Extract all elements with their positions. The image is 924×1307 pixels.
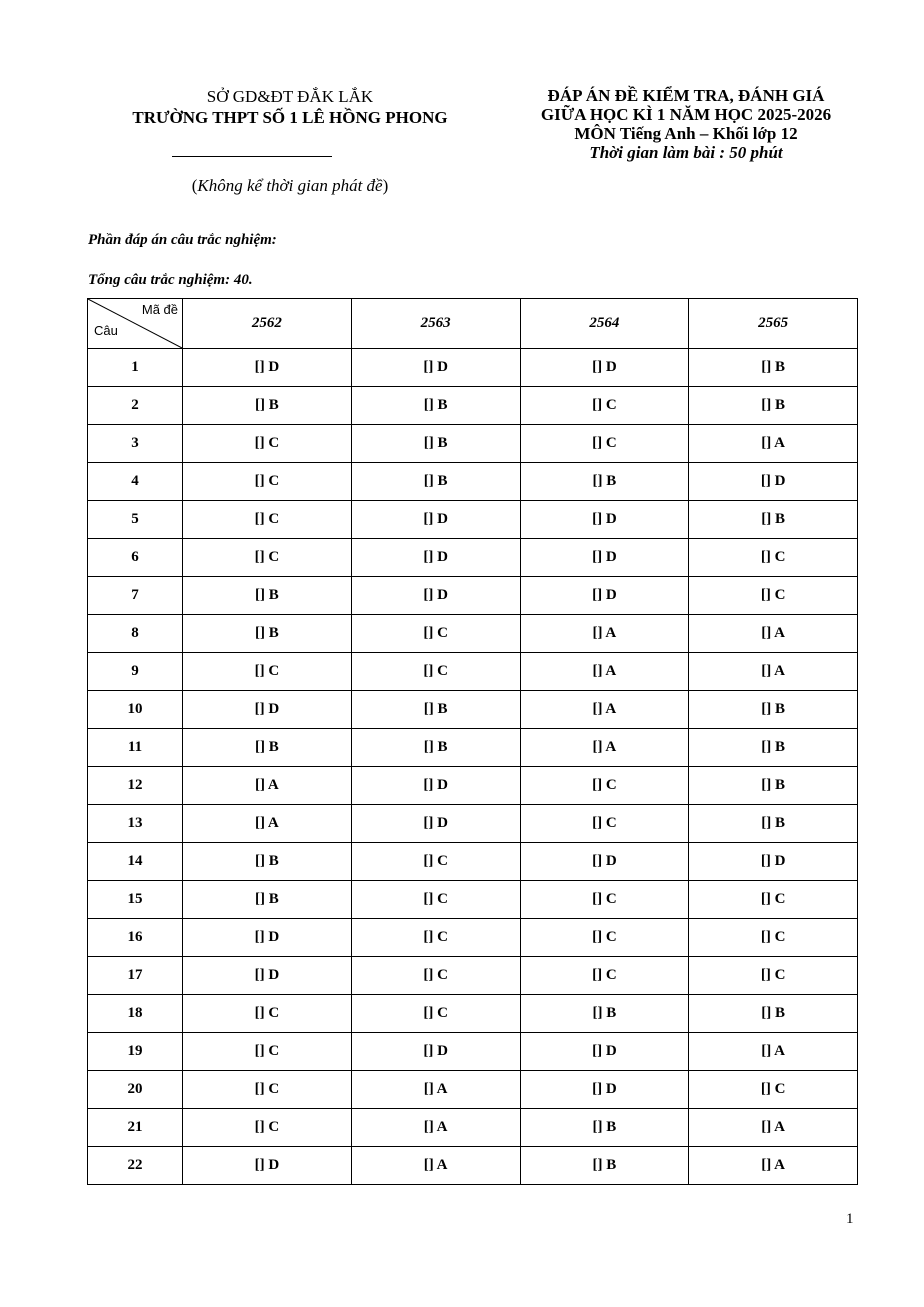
question-number-cell: 18 xyxy=(88,995,183,1033)
table-row xyxy=(88,653,858,691)
question-number-cell: 1 xyxy=(88,349,183,387)
answer-cell: [] B xyxy=(689,767,858,805)
answer-cell: [] D xyxy=(520,1033,689,1071)
question-number-cell: 19 xyxy=(88,1033,183,1071)
table-row xyxy=(88,387,858,425)
table-row xyxy=(88,805,858,843)
answer-cell: [] C xyxy=(689,881,858,919)
header-divider xyxy=(172,156,332,157)
answer-cell: [] D xyxy=(183,957,352,995)
answer-cell: [] B xyxy=(689,387,858,425)
answer-cell: [] B xyxy=(183,843,352,881)
exam-term: GIỮA HỌC KÌ 1 NĂM HỌC 2025-2026 xyxy=(540,105,832,124)
table-row xyxy=(88,615,858,653)
answer-cell: [] C xyxy=(520,387,689,425)
answer-cell: [] D xyxy=(183,691,352,729)
answer-cell: [] C xyxy=(520,805,689,843)
table-row xyxy=(88,1033,858,1071)
answer-cell: [] D xyxy=(520,843,689,881)
code-header: 2563 xyxy=(351,299,520,349)
answer-cell: [] B xyxy=(689,729,858,767)
answer-cell: [] C xyxy=(689,1071,858,1109)
answer-table xyxy=(87,298,858,1185)
answer-cell: [] D xyxy=(183,349,352,387)
table-row xyxy=(88,349,858,387)
answer-cell: [] A xyxy=(689,1033,858,1071)
answer-cell: [] C xyxy=(183,1033,352,1071)
time-note xyxy=(60,176,520,196)
question-number-cell: 5 xyxy=(88,501,183,539)
answer-cell: [] C xyxy=(351,919,520,957)
answer-cell: [] C xyxy=(351,843,520,881)
question-number-cell: 2 xyxy=(88,387,183,425)
answer-cell: [] D xyxy=(351,767,520,805)
answer-cell: [] A xyxy=(689,653,858,691)
answer-cell: [] D xyxy=(520,1071,689,1109)
table-row xyxy=(88,1109,858,1147)
answer-cell: [] D xyxy=(351,805,520,843)
answer-cell: [] D xyxy=(351,349,520,387)
question-number-cell: 12 xyxy=(88,767,183,805)
question-number-cell: 8 xyxy=(88,615,183,653)
exam-duration: Thời gian làm bài : 50 phút xyxy=(589,143,783,162)
question-number-cell: 7 xyxy=(88,577,183,615)
answer-cell: [] D xyxy=(520,349,689,387)
answer-cell: [] B xyxy=(351,463,520,501)
answer-cell: [] C xyxy=(520,919,689,957)
answer-cell: [] B xyxy=(520,1109,689,1147)
time-note-open: ( xyxy=(191,176,198,195)
answer-cell: [] A xyxy=(689,1147,858,1185)
answer-cell: [] A xyxy=(520,615,689,653)
answer-cell: [] C xyxy=(183,1109,352,1147)
question-number-cell: 11 xyxy=(88,729,183,767)
table-row xyxy=(88,919,858,957)
question-number-cell: 20 xyxy=(88,1071,183,1109)
answer-cell: [] D xyxy=(520,501,689,539)
answer-cell: [] C xyxy=(351,615,520,653)
answer-cell: [] B xyxy=(689,995,858,1033)
answer-cell: [] A xyxy=(689,615,858,653)
corner-question-label: Câu xyxy=(94,323,118,338)
answer-cell: [] B xyxy=(351,691,520,729)
table-row xyxy=(88,425,858,463)
table-header-row xyxy=(88,299,858,349)
answer-cell: [] B xyxy=(183,615,352,653)
table-row xyxy=(88,767,858,805)
answer-cell: [] C xyxy=(520,425,689,463)
table-row xyxy=(88,957,858,995)
question-number-cell: 22 xyxy=(88,1147,183,1185)
answer-cell: [] C xyxy=(183,539,352,577)
answer-cell: [] C xyxy=(183,463,352,501)
question-number-cell: 4 xyxy=(88,463,183,501)
answer-cell: [] C xyxy=(183,1071,352,1109)
answer-cell: [] A xyxy=(520,729,689,767)
answer-cell: [] B xyxy=(183,387,352,425)
answer-cell: [] B xyxy=(689,501,858,539)
answer-cell: [] C xyxy=(183,653,352,691)
answer-cell: [] B xyxy=(689,805,858,843)
table-row xyxy=(88,729,858,767)
answer-cell: [] D xyxy=(689,843,858,881)
table-row xyxy=(88,843,858,881)
answer-cell: [] A xyxy=(520,653,689,691)
answer-cell: [] A xyxy=(183,805,352,843)
answer-cell: [] D xyxy=(183,1147,352,1185)
answer-cell: [] A xyxy=(183,767,352,805)
corner-cell xyxy=(88,299,183,349)
answer-cell: [] A xyxy=(351,1147,520,1185)
answer-cell: [] C xyxy=(183,501,352,539)
answer-cell: [] B xyxy=(351,387,520,425)
school-header xyxy=(60,86,520,128)
table-row xyxy=(88,691,858,729)
answer-cell: [] C xyxy=(689,919,858,957)
exam-title: ĐÁP ÁN ĐỀ KIỂM TRA, ĐÁNH GIÁ xyxy=(547,86,825,105)
table-row xyxy=(88,1071,858,1109)
answer-cell: [] A xyxy=(689,1109,858,1147)
answer-cell: [] B xyxy=(689,349,858,387)
answer-cell: [] B xyxy=(351,425,520,463)
table-row xyxy=(88,577,858,615)
answer-cell: [] D xyxy=(520,577,689,615)
answer-cell: [] C xyxy=(351,995,520,1033)
answer-cell: [] D xyxy=(520,539,689,577)
answer-cell: [] C xyxy=(689,539,858,577)
answer-cell: [] C xyxy=(351,653,520,691)
exam-header xyxy=(496,86,876,162)
table-row xyxy=(88,881,858,919)
page-number: 1 xyxy=(846,1211,854,1227)
total-questions: Tổng câu trắc nghiệm: 40. xyxy=(88,272,253,288)
answer-cell: [] C xyxy=(351,957,520,995)
answer-cell: [] D xyxy=(689,463,858,501)
question-number-cell: 17 xyxy=(88,957,183,995)
section-title: Phần đáp án câu trắc nghiệm: xyxy=(88,232,277,248)
time-note-close: ) xyxy=(382,176,389,195)
answer-cell: [] A xyxy=(689,425,858,463)
department-name: SỞ GD&ĐT ĐẮK LẮK xyxy=(206,87,374,106)
time-note-text: Không kể thời gian phát đề xyxy=(197,176,383,195)
question-number-cell: 6 xyxy=(88,539,183,577)
answer-cell: [] B xyxy=(183,577,352,615)
answer-cell: [] D xyxy=(351,501,520,539)
answer-cell: [] B xyxy=(520,463,689,501)
answer-cell: [] A xyxy=(520,691,689,729)
answer-cell: [] C xyxy=(351,881,520,919)
answer-cell: [] C xyxy=(689,957,858,995)
corner-code-label: Mã đề xyxy=(141,302,178,317)
code-header: 2565 xyxy=(689,299,858,349)
answer-cell: [] B xyxy=(351,729,520,767)
answer-cell: [] C xyxy=(520,767,689,805)
answer-cell: [] C xyxy=(689,577,858,615)
question-number-cell: 14 xyxy=(88,843,183,881)
table-row xyxy=(88,463,858,501)
question-number-cell: 10 xyxy=(88,691,183,729)
answer-cell: [] A xyxy=(351,1109,520,1147)
question-number-cell: 3 xyxy=(88,425,183,463)
question-number-cell: 13 xyxy=(88,805,183,843)
table-row xyxy=(88,995,858,1033)
answer-cell: [] C xyxy=(183,425,352,463)
answer-cell: [] D xyxy=(351,1033,520,1071)
question-number-cell: 15 xyxy=(88,881,183,919)
code-header: 2562 xyxy=(183,299,352,349)
answer-cell: [] B xyxy=(520,995,689,1033)
answer-cell: [] D xyxy=(351,577,520,615)
answer-cell: [] B xyxy=(689,691,858,729)
answer-cell: [] C xyxy=(520,957,689,995)
answer-table-body xyxy=(88,349,858,1185)
answer-cell: [] B xyxy=(183,729,352,767)
answer-cell: [] C xyxy=(520,881,689,919)
answer-cell: [] B xyxy=(520,1147,689,1185)
question-number-cell: 16 xyxy=(88,919,183,957)
table-row xyxy=(88,539,858,577)
table-row xyxy=(88,1147,858,1185)
school-name: TRƯỜNG THPT SỐ 1 LÊ HỒNG PHONG xyxy=(132,108,448,127)
table-row xyxy=(88,501,858,539)
answer-cell: [] A xyxy=(351,1071,520,1109)
answer-cell: [] C xyxy=(183,995,352,1033)
question-number-cell: 21 xyxy=(88,1109,183,1147)
answer-cell: [] B xyxy=(183,881,352,919)
answer-cell: [] D xyxy=(183,919,352,957)
answer-cell: [] D xyxy=(351,539,520,577)
exam-subject: MÔN Tiếng Anh – Khối lớp 12 xyxy=(574,124,798,143)
code-header: 2564 xyxy=(520,299,689,349)
question-number-cell: 9 xyxy=(88,653,183,691)
